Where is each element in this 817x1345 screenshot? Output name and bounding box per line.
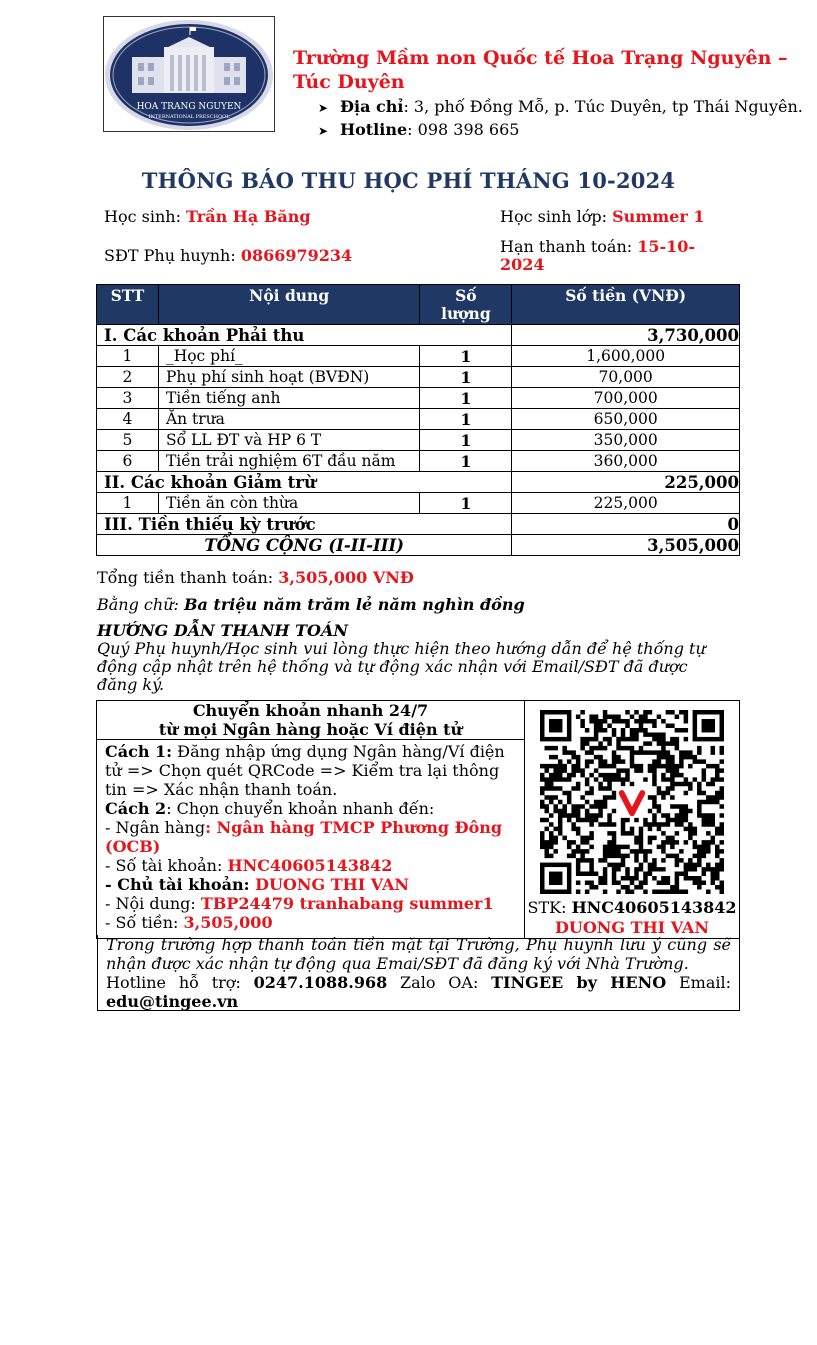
- guide-text: Quý Phụ huynh/Học sinh vui lòng thực hiện theo hướng dẫn để hệ thống tự động cập nhật trên hệ thống và tự động xác nhận với Email/SĐT đã được đăng ký.: [97, 639, 706, 694]
- qr-panel: [525, 701, 740, 939]
- white-house-logo-icon: [104, 17, 274, 131]
- parent-phone: SĐT Phụ huynh: 0866979234: [104, 246, 353, 265]
- student-name: Học sinh: Trần Hạ Băng: [104, 207, 311, 226]
- bank-name: - Ngân hàng: Ngân hàng TMCP Phương Đông (OCB): [105, 818, 503, 857]
- cash-payment-note: Trong trường hợp thanh toán tiền mặt tại Trường, Phụ huynh lưu ý cũng sẽ nhận được xác nhận tự động qua Emai/SĐT đã đăng ký với Nhà Trường. Hotline hỗ trợ: 0247.1088.968 Zalo OA: TINGEE by HENO Email: edu@tingee.vn: [97, 935, 740, 1011]
- grand-total-row: TỔNG CỘNG (I-II-III) 3,505,000: [97, 535, 740, 556]
- account-owner: - Chủ tài khoản: DUONG THI VAN: [105, 875, 409, 895]
- account-number: - Số tài khoản: HNC40605143842: [105, 856, 393, 876]
- section-deductions: II. Các khoản Giảm trừ 225,000: [97, 472, 740, 493]
- school-name: Trường Mầm non Quốc tế Hoa Trạng Nguyên – Túc Duyên: [293, 47, 788, 93]
- transfer-steps: [97, 740, 525, 939]
- table-row: 4 Ăn trưa 1 650,000: [97, 409, 740, 430]
- school-logo: [103, 16, 275, 132]
- logo-text-name: HOA TRANG NGUYEN: [136, 102, 242, 112]
- table-row: 2 Phụ phí sinh hoạt (BVĐN) 1 70,000: [97, 367, 740, 388]
- payment-deadline: Hạn thanh toán: 15-10-2024: [500, 237, 696, 274]
- total-payment: Tổng tiền thanh toán: 3,505,000 VNĐ: [97, 568, 414, 587]
- qr-code-icon: [540, 710, 724, 894]
- guide-title: HƯỚNG DẪN THANH TOÁN: [97, 621, 348, 640]
- arrow-bullet-icon: ➤: [318, 101, 329, 115]
- support-contacts: Hotline hỗ trợ: 0247.1088.968 Zalo OA: TINGEE by HENO Email:: [106, 973, 731, 992]
- step-2: Cách 2: Chọn chuyển khoản nhanh đến:: [105, 799, 435, 819]
- transfer-heading: Chuyển khoản nhanh 24/7 từ mọi Ngân hàng hoặc Ví điện tử: [97, 701, 525, 740]
- fee-table: [96, 284, 740, 556]
- col-header-content: Nội dung: [158, 285, 419, 325]
- school-address: ➤ Địa chỉ: 3, phố Đồng Mỗ, p. Túc Duyên, tp Thái Nguyên.: [318, 97, 803, 116]
- section-receivables: I. Các khoản Phải thu 3,730,000: [97, 325, 740, 346]
- page-title: THÔNG BÁO THU HỌC PHÍ THÁNG 10-2024: [141, 168, 676, 193]
- student-class: Học sinh lớp: Summer 1: [500, 207, 705, 226]
- payment-instructions: [96, 700, 740, 939]
- logo-text-sub: INTERNATIONAL PRESCHOOL: [148, 114, 230, 120]
- col-header-stt: STT: [97, 285, 159, 325]
- amount-in-words: Bằng chữ: Ba triệu năm trăm lẻ năm nghìn đồng: [97, 595, 525, 614]
- table-row: 1 _Học phí_ 1 1,600,000: [97, 346, 740, 367]
- col-header-qty: Số lượng: [420, 285, 512, 325]
- arrow-bullet-icon: ➤: [318, 124, 329, 138]
- table-header-row: [97, 285, 740, 325]
- col-header-amount: Số tiền (VNĐ): [512, 285, 740, 325]
- table-row: 1 Tiền ăn còn thừa 1 225,000: [97, 493, 740, 514]
- step-1: Cách 1: Đăng nhập ứng dụng Ngân hàng/Ví điện tử => Chọn quét QRCode => Kiểm tra lại thông tin => Xác nhận thanh toán.: [105, 742, 505, 800]
- qr-account: STK: HNC40605143842: [527, 898, 737, 917]
- transfer-content: - Nội dung: TBP24479 tranhabang summer1: [105, 894, 494, 914]
- qr-owner: DUONG THI VAN: [555, 918, 709, 937]
- table-row: 3 Tiền tiếng anh 1 700,000: [97, 388, 740, 409]
- school-hotline: ➤ Hotline: 098 398 665: [318, 120, 520, 139]
- transfer-amount: - Số tiền: 3,505,000: [105, 913, 273, 933]
- section-previous-debt: III. Tiền thiếu kỳ trước 0: [97, 514, 740, 535]
- support-email: edu@tingee.vn: [106, 992, 239, 1011]
- table-row: 6 Tiền trải nghiệm 6T đầu năm 1 360,000: [97, 451, 740, 472]
- table-row: 5 Sổ LL ĐT và HP 6 T 1 350,000: [97, 430, 740, 451]
